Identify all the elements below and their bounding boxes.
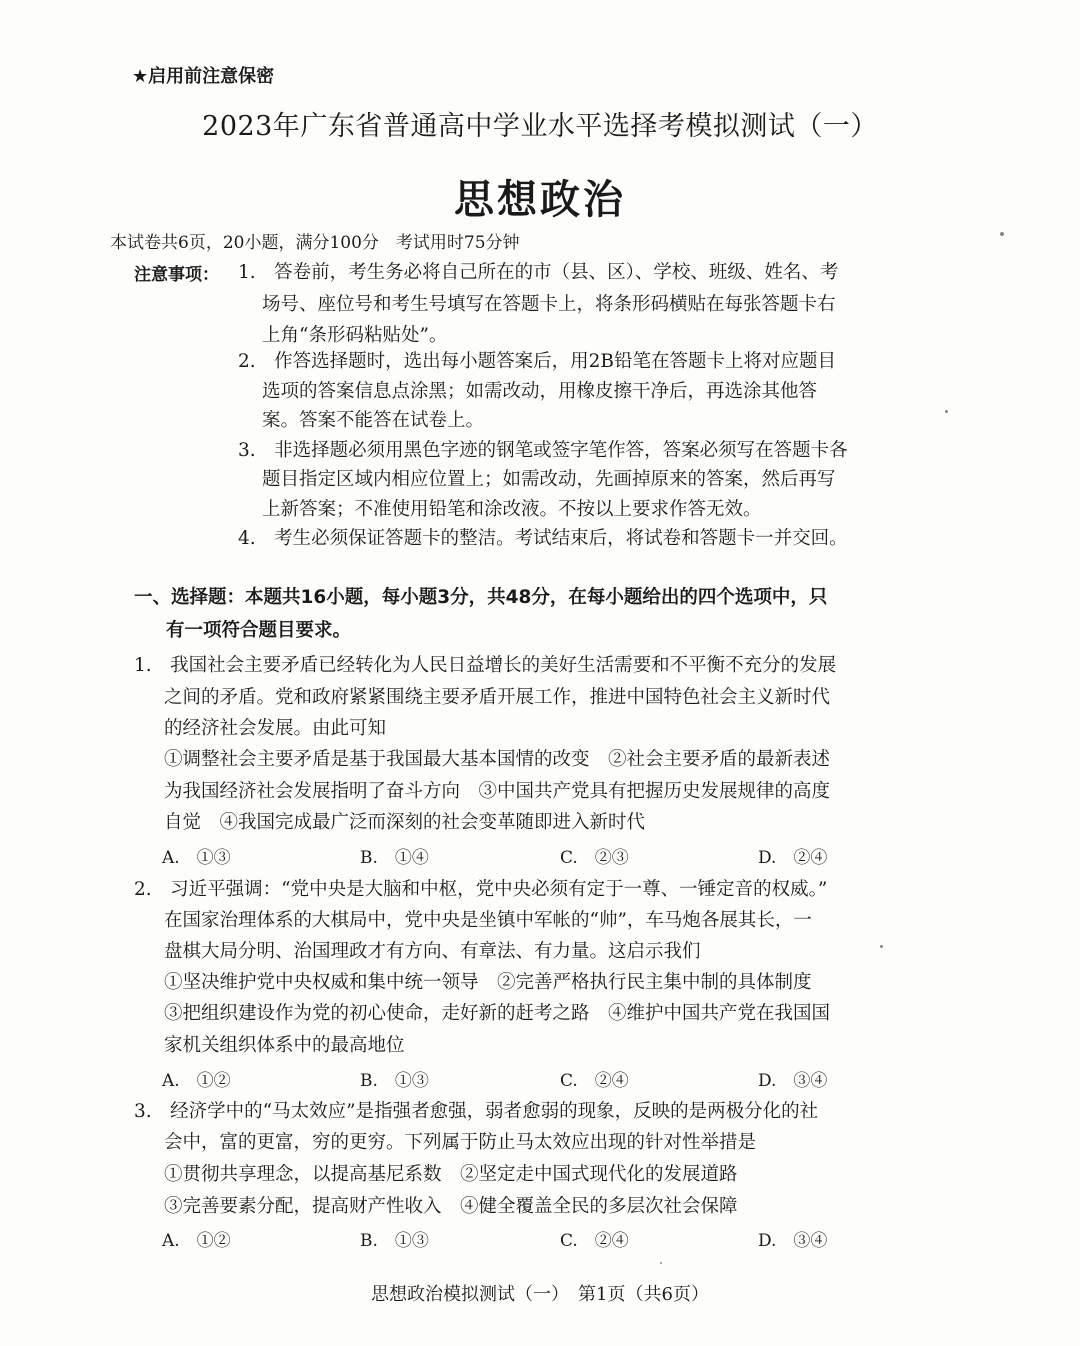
option-d: D. ③④ — [758, 1231, 828, 1251]
option-c: C. ②③ — [560, 848, 629, 868]
question-line: 自觉 ④我国完成最广泛而深刻的社会变革随即进入新时代 — [164, 812, 646, 833]
notice-line: 1. 答卷前，考生务必将自己所在的市（县、区）、学校、班级、姓名、考 — [238, 262, 839, 283]
notice-line: 选项的答案信息点涂黑；如需改动，用橡皮擦干净后，再选涂其他答 — [262, 381, 818, 402]
notice-line: 上角“条形码粘贴处”。 — [262, 325, 448, 346]
question-line: ①贯彻共享理念，以提高基尼系数 ②坚定走中国式现代化的发展道路 — [164, 1164, 738, 1185]
option-a: A. ①③ — [162, 848, 231, 868]
option-d: D. ③④ — [758, 1071, 828, 1091]
question-line: 会中，富的更富，穷的更穷。下列属于防止马太效应出现的针对性举措是 — [164, 1132, 757, 1153]
question-line: 2. 习近平强调：“党中央是大脑和中枢，党中央必须有定于一尊、一锤定音的权威。” — [134, 879, 828, 900]
subject-title: 思想政治 — [454, 177, 626, 223]
question-line: ①坚决维护党中央权威和集中统一领导 ②完善严格执行民主集中制的具体制度 — [164, 972, 812, 993]
section-heading: 一、选择题：本题共16小题，每小题3分，共48分，在每小题给出的四个选项中，只 — [134, 587, 828, 608]
option-a: A. ①② — [162, 1071, 231, 1091]
question-line: 家机关组织体系中的最高地位 — [164, 1035, 405, 1056]
notice-line: 案。答案不能答在试卷上。 — [262, 410, 485, 431]
exam-info: 本试卷共6页，20小题，满分100分 考试用时75分钟 — [110, 233, 520, 253]
option-b: B. ①③ — [360, 1231, 429, 1251]
exam-title: 2023年广东省普通高中学业水平选择考模拟测试（一） — [202, 111, 878, 142]
question-line: 盘棋大局分明、治国理政才有方向、有章法、有力量。这启示我们 — [164, 941, 701, 962]
notice-line: 题目指定区域内相应位置上；如需改动，先画掉原来的答案，然后再写 — [262, 469, 836, 490]
question-line: ①调整社会主要矛盾是基于我国最大基本国情的改变 ②社会主要矛盾的最新表述 — [164, 749, 831, 770]
option-c: C. ②④ — [560, 1231, 629, 1251]
notice-line: 4. 考生必须保证答题卡的整洁。考试结束后，将试卷和答题卡一并交回。 — [238, 528, 848, 549]
notice-line: 场号、座位号和考生号填写在答题卡上，将条形码横贴在每张答题卡右 — [262, 294, 836, 315]
question-line: 在国家治理体系的大棋局中，党中央是坐镇中军帐的“帅”，车马炮各展其长，一 — [164, 910, 812, 931]
option-b: B. ①④ — [360, 848, 429, 868]
notice-line: 2. 作答选择题时，选出每小题答案后，用2B铅笔在答题卡上将对应题目 — [238, 351, 837, 372]
scan-speck — [1000, 232, 1004, 236]
option-b: B. ①③ — [360, 1071, 429, 1091]
confidential-mark: ★启用前注意保密 — [132, 66, 275, 87]
question-line: 3. 经济学中的“马太效应”是指强者愈强，弱者愈弱的现象，反映的是两极分化的社 — [134, 1101, 819, 1122]
notice-label: 注意事项： — [134, 265, 219, 285]
question-line: 为我国经济社会发展指明了奋斗方向 ③中国共产党具有把握历史发展规律的高度 — [164, 781, 831, 802]
question-line: 1. 我国社会主要矛盾已经转化为人民日益增长的美好生活需要和不平衡不充分的发展 — [134, 655, 837, 676]
option-d: D. ②④ — [758, 848, 828, 868]
section-heading: 有一项符合题目要求。 — [166, 620, 352, 641]
notice-line: 上新答案；不准使用铅笔和涂改液。不按以上要求作答无效。 — [262, 499, 762, 520]
scan-speck — [945, 410, 948, 413]
option-a: A. ①② — [162, 1231, 231, 1251]
scan-speck — [880, 945, 883, 948]
question-line: ③把组织建设作为党的初心使命，走好新的赶考之路 ④维护中国共产党在我国国 — [164, 1003, 831, 1024]
question-line: 的经济社会发展。由此可知 — [164, 718, 387, 739]
question-line: 之间的矛盾。党和政府紧紧围绕主要矛盾开展工作，推进中国特色社会主义新时代 — [164, 687, 831, 708]
question-line: ③完善要素分配，提高财产性收入 ④健全覆盖全民的多层次社会保障 — [164, 1196, 738, 1217]
scan-speck — [660, 1262, 662, 1264]
option-c: C. ②④ — [560, 1071, 629, 1091]
page-footer: 思想政治模拟测试（一） 第1页（共6页） — [371, 1284, 709, 1305]
notice-line: 3. 非选择题必须用黑色字迹的钢笔或签字笔作答，答案必须写在答题卡各 — [238, 440, 848, 461]
